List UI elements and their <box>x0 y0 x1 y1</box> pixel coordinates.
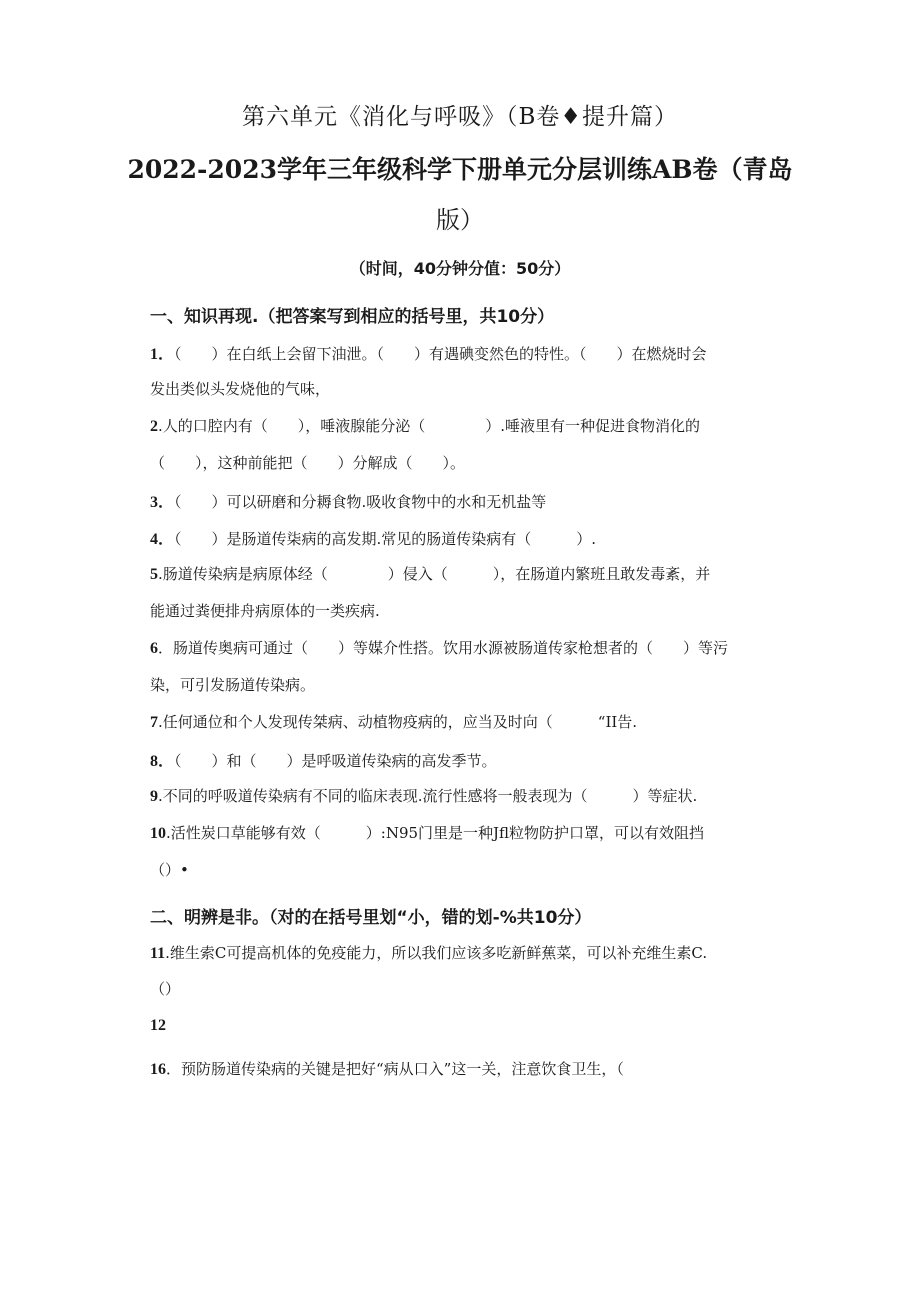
question-5-line-1 <box>150 563 710 584</box>
question-number: 2 <box>150 418 158 435</box>
title-line-2: 2022-2023学年三年级科学下册单元分层训练AB卷（青岛 <box>127 155 793 184</box>
question-number: 5 <box>150 566 158 583</box>
question-number: 9 <box>150 788 158 805</box>
section-2-heading: 二、明辨是非。（对的在括号里划“小，错的划-%共10分） <box>150 908 592 928</box>
question-10-line-2: （）• <box>150 861 189 879</box>
question-text: ．肠道传奥病可通过（ ）等媒介性搭。饮用水源被肠道传家枪想者的（ ）等污 <box>158 639 729 657</box>
question-2-line-2: （ ），这种前能把（ ）分解成（ ）。 <box>150 454 466 472</box>
question-text: .肠道传染病是病原体经（ ）侵入（ ），在肠道内繁班且敢发毒紊，并 <box>158 565 711 583</box>
question-6-line-1 <box>150 637 728 658</box>
question-number: 4． <box>150 531 175 548</box>
question-text: .人的口腔内有（ ），唾液腺能分泌（ ）.唾液里有一种促进食物消化的 <box>158 417 701 435</box>
question-12-line-1 <box>150 1016 166 1035</box>
question-11-line-1 <box>150 942 707 963</box>
question-text: .活性炭口草能够有效（ ）:N95门里是一种Jfl粒物防护口罩，可以有效阻挡 <box>166 824 705 842</box>
question-number: 12 <box>150 1017 166 1034</box>
question-number: 11 <box>150 945 166 962</box>
question-8-line-1 <box>150 748 497 771</box>
question-text: .不同的呼吸道传染病有不同的临床表现.流行性感将一般表现为（ ）等症状. <box>158 787 698 805</box>
question-11-line-2: （） <box>150 980 181 998</box>
question-4-line-1 <box>150 526 596 549</box>
question-number: 6 <box>150 640 158 657</box>
question-7-line-1 <box>150 711 637 732</box>
question-1-line-1 <box>150 341 707 364</box>
question-6-line-2: 染，可引发肠道传染病。 <box>150 676 316 694</box>
question-number: 8． <box>150 753 175 770</box>
title-line-3: 版） <box>436 206 484 234</box>
question-3-line-1 <box>150 489 546 512</box>
question-number: 1． <box>150 346 175 363</box>
question-number: 10 <box>150 825 166 842</box>
question-16-line-1 <box>150 1058 624 1079</box>
section-1-heading: 一、知识再现.（把答案写到相应的括号里，共10分） <box>150 307 555 327</box>
exam-subtitle: （时间，40分钟分值：50分） <box>349 259 571 278</box>
question-text: （ ）在白纸上会留下油泄。（ ）有遇碘变然色的特性。（ ）在燃烧时会 <box>174 345 707 363</box>
question-1-line-2: 发出类似头发烧他的气味， <box>150 380 331 398</box>
question-10-line-1 <box>150 822 704 843</box>
question-text: ．预防肠道传染病的关键是把好“病从口入”这一关，注意饮食卫生，（ <box>166 1060 624 1078</box>
question-9-line-1 <box>150 785 697 806</box>
question-text: （ ）可以研磨和分耨食物.吸收食物中的水和无机盐等 <box>174 493 547 511</box>
question-2-line-1 <box>150 415 700 436</box>
question-number: 3． <box>150 494 175 511</box>
question-text: （ ）是肠道传柒病的高发期.常见的肠道传染病有（ ）. <box>174 530 597 548</box>
question-number: 7 <box>150 714 158 731</box>
question-5-line-2: 能通过粪便排舟病原体的一类疾病. <box>150 602 380 620</box>
question-text: （ ）和（ ）是呼吸道传染病的高发季节。 <box>174 752 497 770</box>
question-text: .任何通位和个人发现传桀病、动植物疫病的，应当及时向（ “II告. <box>158 713 638 731</box>
question-text: .维生索C可提高机体的免疫能力，所以我们应该多吃新鲜蕉菜，可以补充维生素C. <box>165 944 708 962</box>
title-line-1: 第六单元《消化与呼吸》（B卷♦提升篇） <box>241 104 679 130</box>
question-number: 16 <box>150 1061 166 1078</box>
